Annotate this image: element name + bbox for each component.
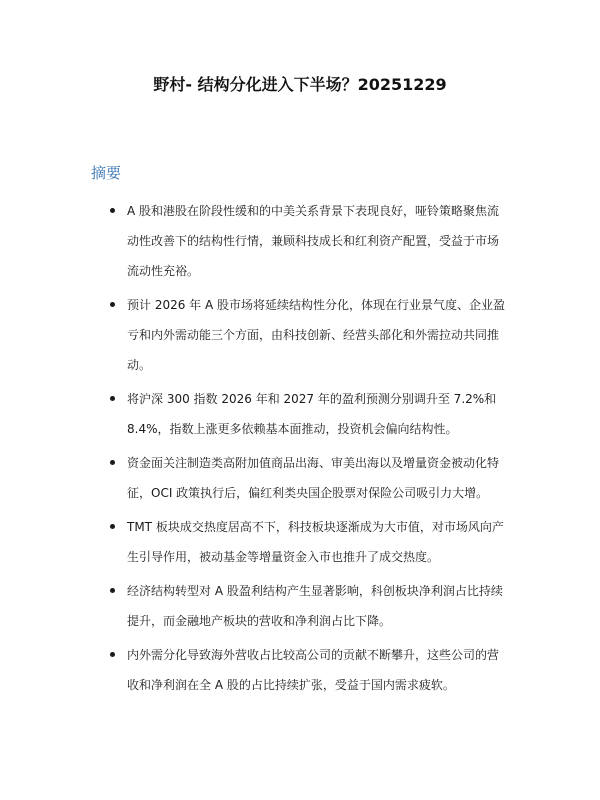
bullet-dot-icon bbox=[110, 524, 115, 529]
bullet-text: A 股和港股在阶段性缓和的中美关系背景下表现良好，哑铃策略聚焦流动性改善下的结构性行情，兼顾科技成长和红利资产配置，受益于市场流动性充裕。 bbox=[127, 204, 500, 278]
bullet-dot-icon bbox=[110, 396, 115, 401]
bullet-dot-icon bbox=[110, 302, 115, 307]
bullet-text: 将沪深 300 指数 2026 年和 2027 年的盈利预测分别调升至 7.2%和 8.4%，指数上涨更多依赖基本面推动，投资机会偏向结构性。 bbox=[127, 392, 497, 436]
bullet-dot-icon bbox=[110, 588, 115, 593]
bullet-text: 预计 2026 年 A 股市场将延续结构性分化，体现在行业景气度、企业盈亏和内外需动能三个方面，由科技创新、经营头部化和外需拉动共同推动。 bbox=[127, 298, 506, 372]
bullet-item-1 bbox=[0, 196, 507, 286]
bullet-item-5 bbox=[0, 512, 507, 572]
document-title: 野村- 结构分化进入下半场？20251229 bbox=[153, 75, 447, 94]
bullet-dot-icon bbox=[110, 652, 115, 657]
bullet-item-7 bbox=[0, 640, 507, 700]
bullet-item-6 bbox=[0, 576, 507, 636]
bullet-dot-icon bbox=[110, 208, 115, 213]
bullet-item-4 bbox=[0, 448, 507, 508]
bullet-text: 资金面关注制造类高附加值商品出海、审美出海以及增量资金被动化特征，OCI 政策执行后，偏红利类央国企股票对保险公司吸引力大增。 bbox=[127, 456, 500, 500]
bullet-text: 经济结构转型对 A 股盈利结构产生显著影响，科创板块净利润占比持续提升，而金融地产板块的营收和净利润占比下降。 bbox=[127, 584, 503, 628]
summary-bullet-list bbox=[0, 196, 600, 704]
bullet-text: TMT 板块成交热度居高不下，科技板块逐渐成为大市值，对市场风向产生引导作用，被动基金等增量资金入市也推升了成交热度。 bbox=[127, 520, 504, 564]
bullet-item-2 bbox=[0, 290, 507, 380]
bullet-text: 内外需分化导致海外营收占比较高公司的贡献不断攀升，这些公司的营收和净利润在全 A 股的占比持续扩张，受益于国内需求疲软。 bbox=[127, 648, 500, 692]
bullet-dot-icon bbox=[110, 460, 115, 465]
section-heading-summary: 摘要 bbox=[91, 164, 122, 182]
bullet-item-3 bbox=[0, 384, 507, 444]
